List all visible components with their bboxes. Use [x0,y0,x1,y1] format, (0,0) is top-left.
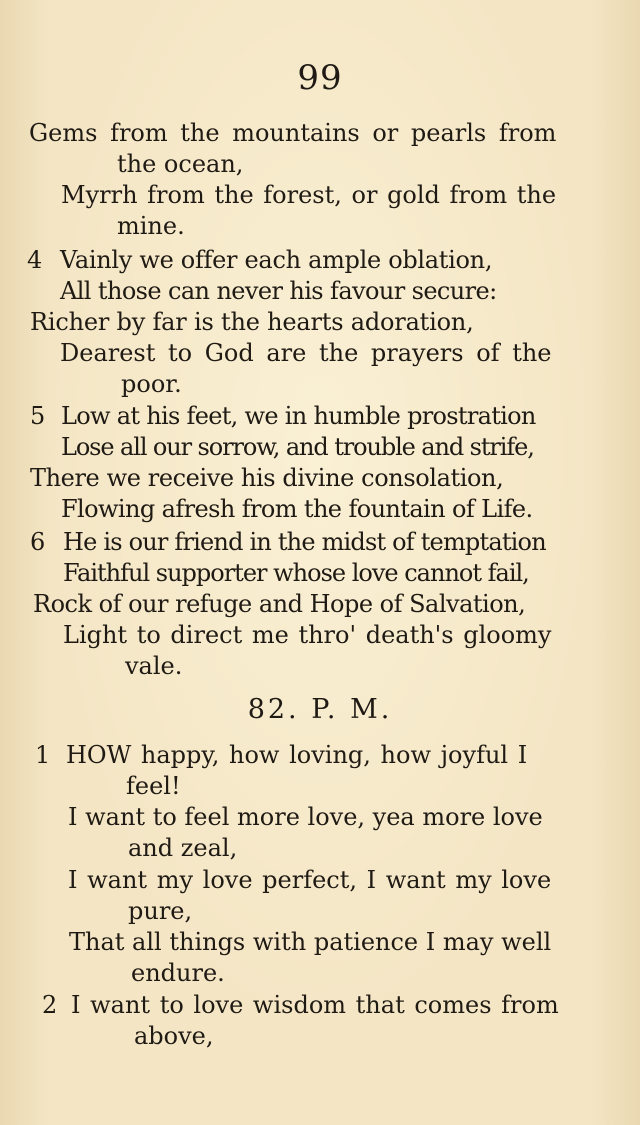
verse-line: Gems from the mountains or pearls from [29,119,557,147]
verse-line: I want to feel more love, yea more love [68,803,543,831]
page-number: 99 [297,58,343,98]
hymn-heading: 82. P. M. [247,694,393,725]
verse-line: Flowing afresh from the fountain of Life. [61,495,533,523]
verse-line: Dearest to God are the prayers of the [60,339,552,367]
stanza-number: 2 [42,991,58,1019]
verse-line: All those can never his favour secure: [60,277,497,305]
verse-line: feel! [126,772,181,800]
stanza-number: 4 [27,246,43,274]
verse-line: He is our friend in the midst of temptation [63,528,546,556]
verse-line: Rock of our refuge and Hope of Salvation, [33,590,526,618]
verse-line: Low at his feet, we in humble prostration [61,402,536,430]
verse-line: Light to direct me thro' death's gloomy [63,621,552,649]
stanza-number: 1 [35,741,51,769]
verse-line: poor. [121,370,182,398]
verse-line: pure, [128,897,193,925]
verse-line: vale. [125,652,183,680]
stanza-number: 5 [30,402,46,430]
verse-line: There we receive his divine consolation, [30,464,504,492]
verse-line: Faithful supporter whose love cannot fail, [63,559,529,587]
verse-line: and zeal, [128,834,238,862]
verse-line: above, [134,1022,214,1050]
verse-line: endure. [131,959,225,987]
verse-line: mine. [117,212,185,240]
verse-line: I want to love wisdom that comes from [71,991,559,1019]
verse-line: Myrrh from the forest, or gold from the [61,181,557,209]
verse-line: HOW happy, how loving, how joyful I [66,741,528,769]
verse-line: Vainly we offer each ample oblation, [60,246,493,274]
stanza-number: 6 [30,528,46,556]
verse-line: Lose all our sorrow, and trouble and strife, [61,433,534,461]
verse-line: the ocean, [117,150,244,178]
verse-line: I want my love perfect, I want my love [68,866,552,894]
verse-line: That all things with patience I may well [69,928,552,956]
verse-line: Richer by far is the hearts adoration, [30,308,474,336]
